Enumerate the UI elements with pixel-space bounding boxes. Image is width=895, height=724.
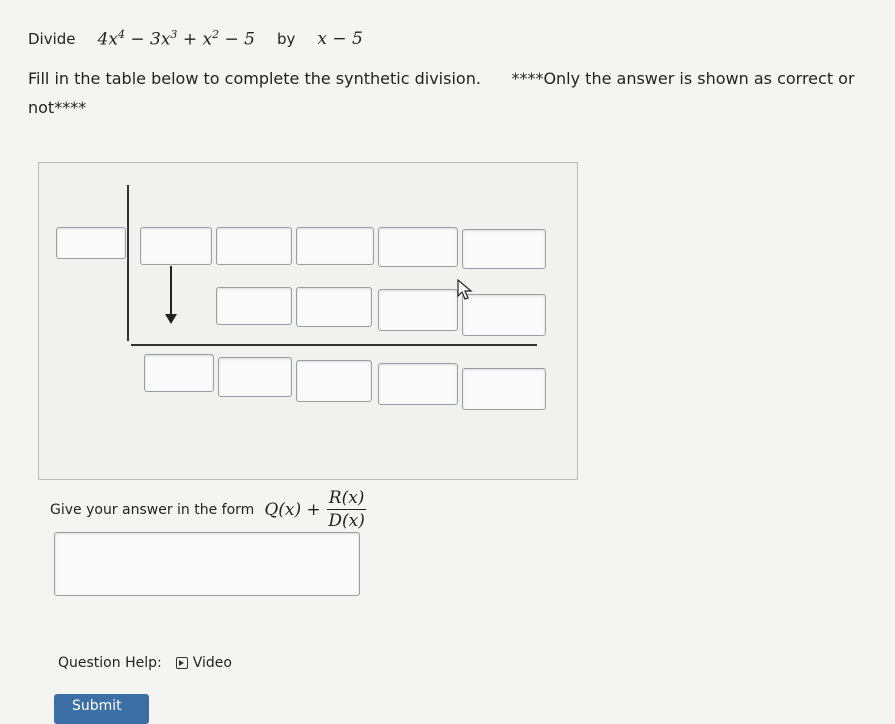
- dividend-polynomial: $4x^4 - 3x^3 + x^2 - 5$: [97, 28, 255, 50]
- middle-row-input-1[interactable]: [216, 287, 292, 325]
- top-row-input-2[interactable]: [216, 227, 292, 265]
- by-label: by: [276, 29, 296, 48]
- division-vertical-bar: [127, 185, 129, 341]
- video-help-label: Video: [192, 655, 232, 671]
- bring-down-arrow-shaft: [170, 266, 172, 316]
- bottom-row-input-1[interactable]: [144, 354, 214, 392]
- answer-form-prompt: [50, 488, 366, 531]
- divide-label: Divide: [28, 29, 76, 48]
- bottom-row-input-5[interactable]: [462, 368, 546, 410]
- answer-form-text: Give your answer in the form: [50, 501, 255, 518]
- top-row-input-4[interactable]: [378, 227, 458, 267]
- top-row-input-3[interactable]: [296, 227, 374, 265]
- bring-down-arrow-icon: [165, 314, 177, 324]
- bottom-row-input-2[interactable]: [218, 357, 292, 397]
- video-help-link[interactable]: [176, 655, 232, 671]
- quotient-remainder-formula: Q(x) + $\frac{R(x)}{D(x)}$: [264, 488, 365, 531]
- instructions: [28, 64, 873, 122]
- video-play-icon: [176, 657, 188, 669]
- answer-input[interactable]: [54, 532, 360, 596]
- bottom-row-input-4[interactable]: [378, 363, 458, 405]
- top-row-input-5[interactable]: [462, 229, 546, 269]
- middle-row-input-4[interactable]: [462, 294, 546, 336]
- question-help: [58, 655, 232, 671]
- problem-statement: [28, 28, 363, 50]
- submit-button[interactable]: Submit: [54, 694, 149, 724]
- mouse-pointer-icon: [457, 279, 473, 301]
- divisor-polynomial: x − 5: [317, 28, 363, 49]
- middle-row-input-3[interactable]: [378, 289, 458, 331]
- bottom-row-input-3[interactable]: [296, 360, 372, 402]
- division-horizontal-bar: [131, 344, 537, 346]
- middle-row-input-2[interactable]: [296, 287, 372, 327]
- divisor-value-input[interactable]: [56, 227, 126, 259]
- top-row-input-1[interactable]: [140, 227, 212, 265]
- instruction-note: ****Only the answer is shown as correct or not****: [28, 69, 855, 117]
- instruction-text: Fill in the table below to complete the synthetic division.: [28, 69, 481, 88]
- question-help-label: Question Help:: [58, 655, 162, 671]
